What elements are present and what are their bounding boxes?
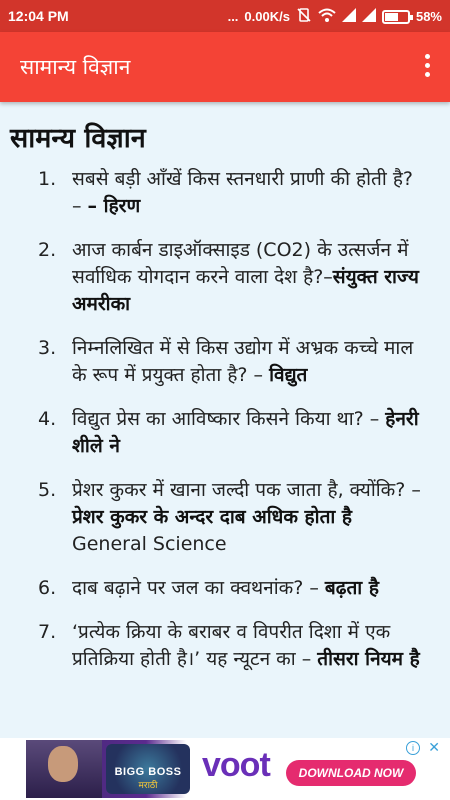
app-bar bbox=[0, 32, 450, 102]
question-text: विद्युत प्रेस का आविष्कार किसने किया था? – bbox=[72, 408, 380, 430]
answer-suffix: General Science bbox=[72, 533, 227, 555]
ad-download-button[interactable]: DOWNLOAD NOW bbox=[286, 760, 416, 786]
ad-creative[interactable] bbox=[26, 740, 426, 798]
answer-text: बढ़ता है bbox=[324, 577, 379, 599]
question-list bbox=[0, 166, 450, 690]
ad-banner[interactable] bbox=[0, 738, 450, 800]
list-item bbox=[0, 575, 450, 602]
wifi-icon bbox=[318, 7, 336, 26]
item-number: 2. bbox=[38, 239, 57, 261]
ad-badge-subtitle: मराठी bbox=[138, 780, 158, 790]
item-number: 6. bbox=[38, 577, 57, 599]
signal-icon-2 bbox=[362, 8, 376, 25]
battery-percent: 58% bbox=[415, 9, 442, 24]
ad-badge-title: BIGG BOSS bbox=[114, 766, 182, 778]
ad-close-icon[interactable]: ✕ bbox=[428, 739, 440, 755]
answer-text: – हिरण bbox=[87, 195, 141, 217]
vibrate-off-icon bbox=[296, 7, 312, 26]
answer-text: हेनरी शीले ने bbox=[72, 408, 419, 457]
list-item bbox=[0, 619, 450, 673]
list-item bbox=[0, 406, 450, 460]
list-item bbox=[0, 477, 450, 558]
status-right bbox=[228, 7, 442, 26]
app-title: सामान्य विज्ञान bbox=[20, 55, 131, 79]
ad-person-image bbox=[26, 740, 102, 798]
question-text: सबसे बड़ी आँखें किस स्तनधारी प्राणी की होती है? – bbox=[72, 168, 414, 217]
question-text: निम्नलिखित में से किस उद्योग में अभ्रक कच्चे माल के रूप में प्रयुक्त होता है? – bbox=[72, 337, 414, 386]
question-text: प्रेशर कुकर में खाना जल्दी पक जाता है, क्योंकि? – bbox=[72, 479, 421, 501]
list-item bbox=[0, 335, 450, 389]
ad-show-logo bbox=[106, 744, 190, 794]
list-item bbox=[0, 166, 450, 220]
dots-indicator: ... bbox=[227, 9, 239, 24]
page-heading: सामन्य विज्ञान bbox=[10, 123, 146, 154]
ad-brand-logo: voot bbox=[202, 746, 270, 784]
question-text: ‘प्रत्येक क्रिया के बराबर व विपरीत दिशा में एक प्रतिक्रिया होती है।’ यह न्यूटन का – bbox=[72, 621, 391, 670]
battery-icon bbox=[382, 10, 410, 24]
status-time: 12:04 PM bbox=[8, 8, 69, 24]
answer-text: प्रेशर कुकर के अन्दर दाब अधिक होता है bbox=[72, 506, 353, 528]
ad-info-icon[interactable]: i bbox=[406, 741, 420, 755]
article-content[interactable] bbox=[0, 102, 450, 738]
item-number: 7. bbox=[38, 621, 57, 643]
answer-text: तीसरा नियम है bbox=[317, 648, 420, 670]
signal-icon-1 bbox=[342, 8, 356, 25]
net-speed: 0.00K/s bbox=[244, 9, 290, 24]
list-item bbox=[0, 237, 450, 318]
answer-text: संयुक्त राज्य अमरीका bbox=[72, 266, 419, 315]
question-text: आज कार्बन डाइऑक्साइड (CO2) के उत्सर्जन में सर्वाधिक योगदान करने वाला देश है?– bbox=[72, 239, 409, 288]
answer-text: विद्युत bbox=[269, 364, 308, 386]
status-bar bbox=[0, 0, 450, 32]
item-number: 1. bbox=[38, 168, 57, 190]
item-number: 3. bbox=[38, 337, 57, 359]
question-text: दाब बढ़ाने पर जल का क्वथनांक? – bbox=[72, 577, 319, 599]
item-number: 5. bbox=[38, 479, 57, 501]
item-number: 4. bbox=[38, 408, 57, 430]
more-vert-icon[interactable] bbox=[422, 54, 432, 80]
